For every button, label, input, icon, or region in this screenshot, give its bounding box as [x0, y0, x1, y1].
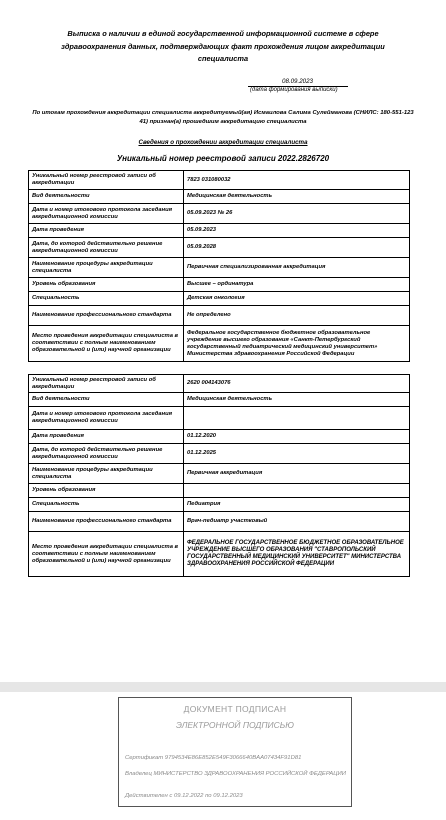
table-row — [29, 464, 410, 484]
row-label: Наименование процедуры аккредитации специалиста — [29, 258, 184, 278]
table-row — [29, 512, 410, 532]
extract-date-caption: (дата формирования выписки) — [250, 87, 338, 93]
row-value: Первичная аккредитация — [184, 464, 410, 484]
table-row — [29, 393, 410, 407]
table-row — [29, 375, 410, 393]
row-value: 7823 031080032 — [184, 171, 410, 190]
row-value — [184, 484, 410, 498]
row-value: 01.12.2020 — [184, 430, 410, 444]
stamp-certificate: Сертификат 9794534E86E852E549F3066640BAA07434F91D81 — [125, 755, 302, 761]
page-break — [0, 682, 446, 692]
row-label: Уровень образования — [29, 278, 184, 292]
row-value: 2620 004143076 — [184, 375, 410, 393]
stamp-title: ДОКУМЕНТ ПОДПИСАН — [183, 704, 287, 714]
row-label: Специальность — [29, 292, 184, 306]
row-value: Педиатрия — [184, 498, 410, 512]
row-label: Вид деятельности — [29, 393, 184, 407]
row-label: Специальность — [29, 498, 184, 512]
table-row — [29, 430, 410, 444]
row-value: Федеральное государственное бюджетное образовательное учреждение высшего образования «Санкт-Петербургский государственный педиатрический медицинский университет» Министерства здравоохранения Российской Федерации — [184, 326, 410, 362]
table-row — [29, 407, 410, 430]
row-value: 05.09.2023 № 26 — [184, 204, 410, 224]
table-row — [29, 498, 410, 512]
section-subheading: Сведения о прохождении аккредитации специалиста — [138, 139, 308, 146]
table-row — [29, 306, 410, 326]
row-value: 05.09.2028 — [184, 238, 410, 258]
row-label: Дата и номер итогового протокола заседания аккредитационной комиссии — [29, 407, 184, 430]
row-value: Медицинская деятельность — [184, 393, 410, 407]
table-row — [29, 204, 410, 224]
accreditation-record-table-1 — [28, 170, 410, 362]
row-label: Наименование профессионального стандарта — [29, 512, 184, 532]
row-value: ФЕДЕРАЛЬНОЕ ГОСУДАРСТВЕННОЕ БЮДЖЕТНОЕ ОБРАЗОВАТЕЛЬНОЕ УЧРЕЖДЕНИЕ ВЫСШЕГО ОБРАЗОВАНИЯ "СТАВРОПОЛЬСКИЙ ГОСУДАРСТВЕННЫЙ МЕДИЦИНСКИЙ УНИВЕРСИТЕТ" МИНИСТЕРСТВА ЗДРАВООХРАНЕНИЯ РОССИЙСКОЙ ФЕДЕРАЦИИ — [184, 532, 410, 577]
table-row — [29, 190, 410, 204]
row-label: Уровень образования — [29, 484, 184, 498]
stamp-validity: Действителен с 09.12.2022 по 09.12.2023 — [125, 793, 243, 799]
row-value: Детская онкология — [184, 292, 410, 306]
row-value: Медицинская деятельность — [184, 190, 410, 204]
electronic-signature-stamp — [118, 697, 352, 807]
row-label: Дата, до которой действительно решение аккредитационной комиссии — [29, 238, 184, 258]
row-label: Место проведения аккредитации специалиста в соответствии с полным наименованием образовательной и (или) научной организации — [29, 326, 184, 362]
table-row — [29, 224, 410, 238]
row-value: 01.12.2025 — [184, 444, 410, 464]
row-label: Место проведения аккредитации специалиста в соответствии с полным наименованием образовательной и (или) научной организации — [29, 532, 184, 577]
stamp-owner: Владелец МИНИСТЕРСТВО ЗДРАВООХРАНЕНИЯ РОССИЙСКОЙ ФЕДЕРАЦИИ — [125, 771, 346, 777]
table-row — [29, 238, 410, 258]
row-label: Вид деятельности — [29, 190, 184, 204]
row-value: Не определено — [184, 306, 410, 326]
row-value — [184, 407, 410, 430]
accreditation-record-table-2 — [28, 374, 410, 577]
row-label: Дата, до которой действительно решение аккредитационной комиссии — [29, 444, 184, 464]
extract-date: 08.09.2023 — [282, 78, 313, 85]
row-label: Уникальный номер реестровой записи об аккредитации — [29, 171, 184, 190]
intro-paragraph: По итогам прохождения аккредитации специалиста аккредитуемый(ая) Исмаилова Салима Сулейманова (СНИЛС: 180-551-123 41) признан(а) прошедшим аккредитацию специалиста — [32, 110, 414, 125]
table-row — [29, 444, 410, 464]
table-row — [29, 171, 410, 190]
unique-record-number: Уникальный номер реестровой записи 2022.2826720 — [116, 154, 330, 163]
table-row — [29, 292, 410, 306]
stamp-subtitle: ЭЛЕКТРОННОЙ ПОДПИСЬЮ — [176, 720, 294, 730]
row-label: Наименование процедуры аккредитации специалиста — [29, 464, 184, 484]
table-row — [29, 326, 410, 362]
table-row — [29, 278, 410, 292]
table-row — [29, 532, 410, 577]
table-row — [29, 484, 410, 498]
table-row — [29, 258, 410, 278]
row-label: Дата и номер итогового протокола заседания аккредитационной комиссии — [29, 204, 184, 224]
row-label: Дата проведения — [29, 224, 184, 238]
row-value: Врач-педиатр участковый — [184, 512, 410, 532]
row-value: 05.09.2023 — [184, 224, 410, 238]
document-title: Выписка о наличии в единой государственной информационной системе в сфере здравоохранения данных, подтверждающих факт прохождения лицом аккредитации специалиста — [61, 29, 385, 63]
row-value: Первичная специализированная аккредитация — [184, 258, 410, 278]
row-label: Уникальный номер реестровой записи об аккредитации — [29, 375, 184, 393]
row-value: Высшее – ординатура — [184, 278, 410, 292]
row-label: Дата проведения — [29, 430, 184, 444]
row-label: Наименование профессионального стандарта — [29, 306, 184, 326]
